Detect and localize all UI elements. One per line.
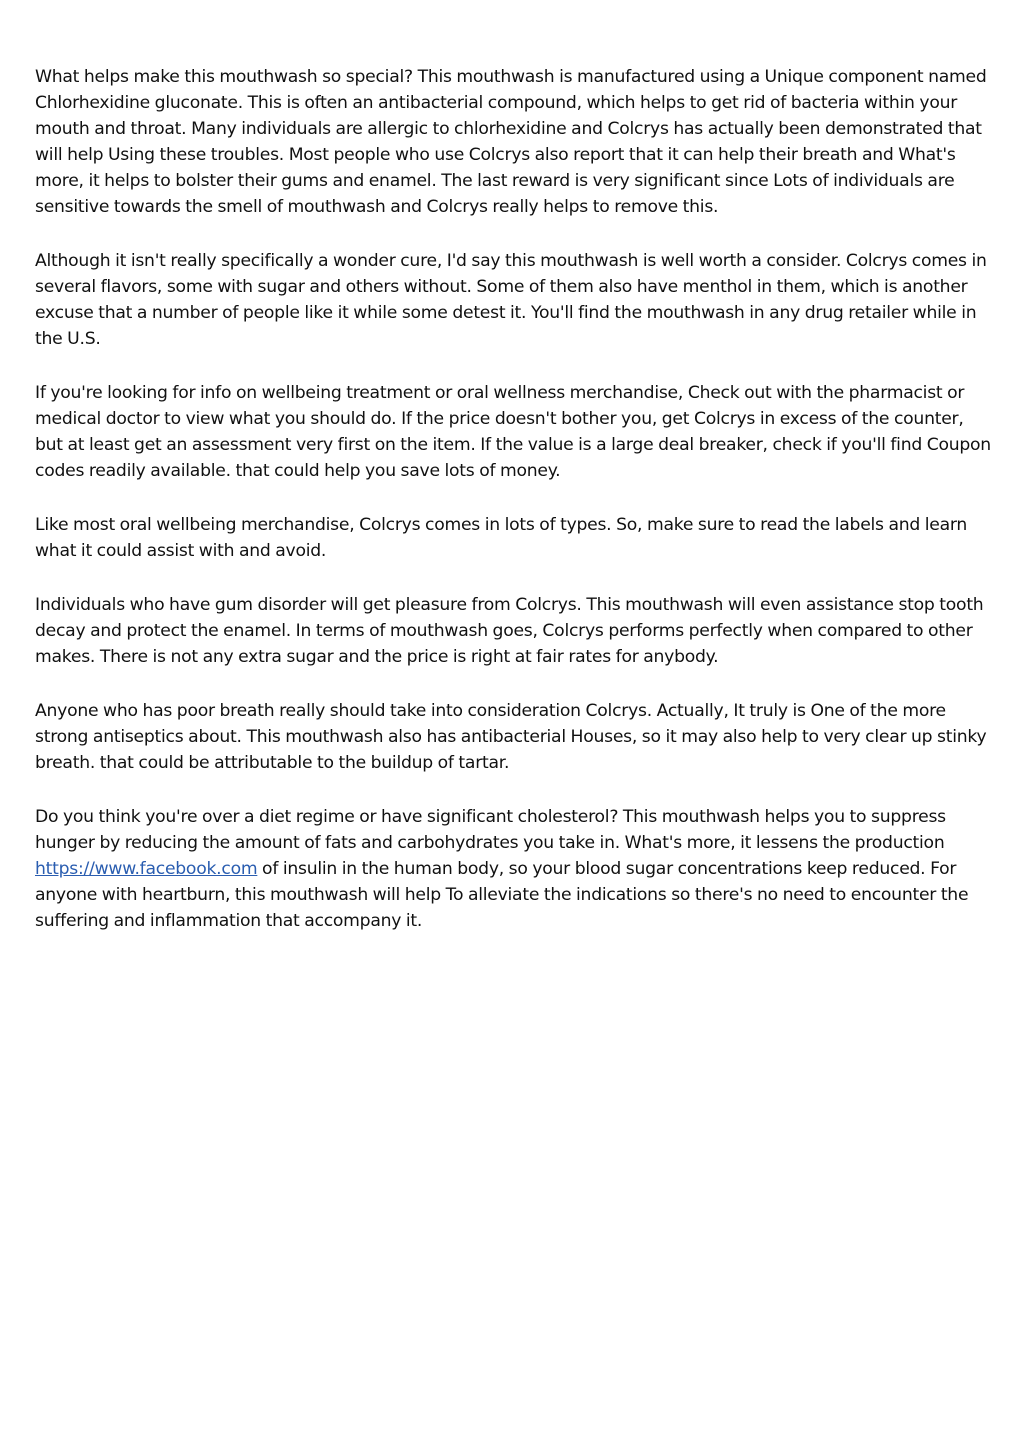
facebook-link[interactable]: https://www.facebook.com	[35, 859, 258, 879]
paragraph-1: What helps make this mouthwash so special? This mouthwash is manufactured using a Unique component named Chlorhexidine gluconate. This is often an antibacterial compound, which helps to get rid of bacteria within your mouth and throat. Many individuals are allergic to chlorhexidine and Colcrys has actually been demonstrated that will help Using these troubles. Most people who use Colcrys also report that it can help their breath and What's more, it helps to bolster their gums and enamel. The last reward is very significant since Lots of individuals are sensitive towards the smell of mouthwash and Colcrys really helps to remove this.	[35, 67, 987, 217]
article-body	[35, 64, 991, 962]
paragraph-4: Like most oral wellbeing merchandise, Colcrys comes in lots of types. So, make sure to read the labels and learn what it could assist with and avoid.	[35, 515, 968, 561]
paragraph-5: Individuals who have gum disorder will get pleasure from Colcrys. This mouthwash will even assistance stop tooth decay and protect the enamel. In terms of mouthwash goes, Colcrys performs perfectly when compared to other makes. There is not any extra sugar and the price is right at fair rates for anybody.	[35, 595, 984, 667]
paragraph-3: If you're looking for info on wellbeing treatment or oral wellness merchandise, Check out with the pharmacist or medical doctor to view what you should do. If the price doesn't bother you, get Colcrys in excess of the counter, but at least get an assessment very first on the item. If the value is a large deal breaker, check if you'll find Coupon codes readily available. that could help you save lots of money.	[35, 383, 991, 481]
paragraph-7-text-after-link: of insulin in the human body, so your blood sugar concentrations keep reduced. For anyone with heartburn, this mouthwash will help To alleviate the indications so there's no need to encounter the suffering and inflammation that accompany it.	[35, 859, 969, 931]
paragraph-2: Although it isn't really specifically a wonder cure, I'd say this mouthwash is well worth a consider. Colcrys comes in several flavors, some with sugar and others without. Some of them also have menthol in them, which is another excuse that a number of people like it while some detest it. You'll find the mouthwash in any drug retailer while in the U.S.	[35, 251, 987, 349]
paragraph-7	[35, 804, 991, 934]
paragraph-6: Anyone who has poor breath really should take into consideration Colcrys. Actually, It truly is One of the more strong antiseptics about. This mouthwash also has antibacterial Houses, so it may also help to very clear up stinky breath. that could be attributable to the buildup of tartar.	[35, 701, 987, 773]
paragraph-7-text-before-link: Do you think you're over a diet regime or have significant cholesterol? This mouthwash helps you to suppress hunger by reducing the amount of fats and carbohydrates you take in. What's more, it lessens the production	[35, 807, 946, 853]
